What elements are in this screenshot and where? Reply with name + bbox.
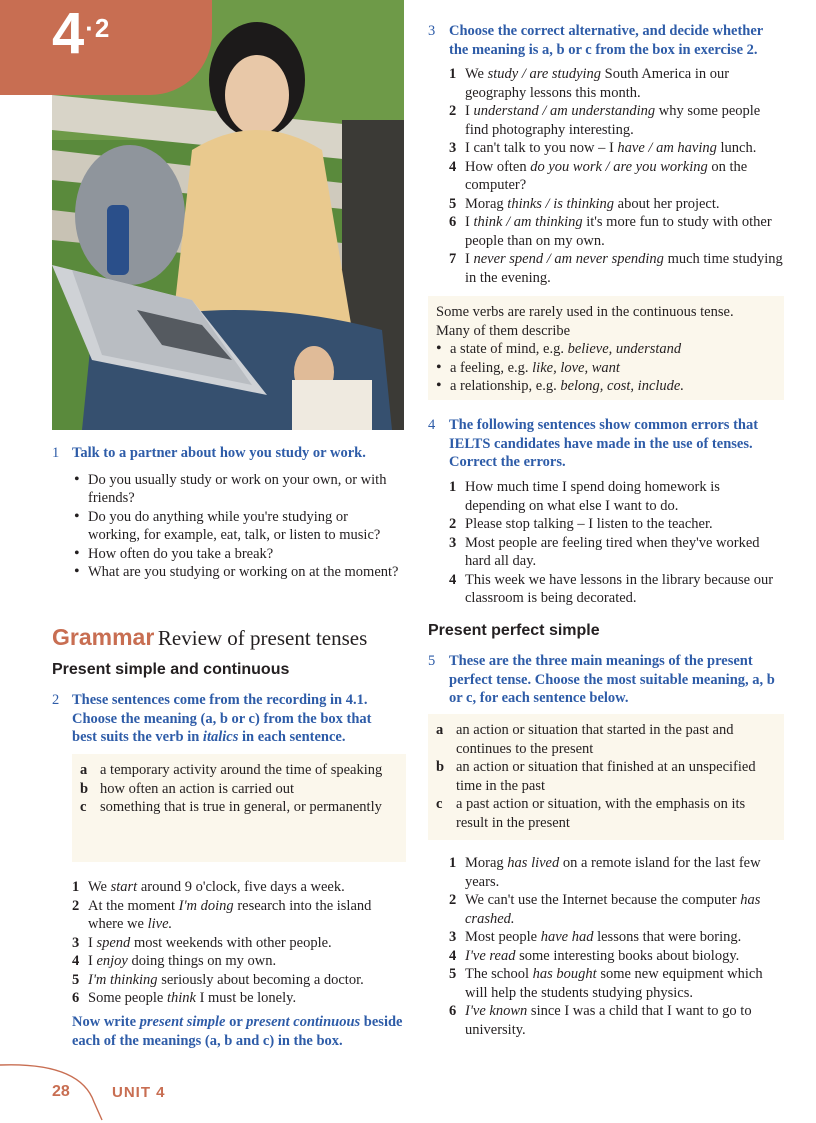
- unit-number: $4^{\cdot 2}$: [52, 1, 111, 66]
- meaning-box: [72, 754, 406, 862]
- list-item: 4 I've read some interesting books about biology.: [449, 947, 740, 964]
- list-item: 1 How much time I spend doing homework is depending on what else I want to do.: [449, 479, 720, 514]
- meaning-option-c: c something that is true in general, or permanently: [80, 799, 382, 815]
- meaning-option-a: a a temporary activity around the time of speaking: [80, 762, 383, 778]
- list-item: 4 How often do you work / are you working on the computer?: [449, 158, 748, 193]
- list-item: 2 At the moment I'm doing research into the island where we live.: [72, 897, 372, 932]
- list-item: 6 I think / am thinking it's more fun to study with other people than on my own.: [449, 214, 772, 249]
- meaning-option-b: b how often an action is carried out: [80, 780, 295, 797]
- list-item: • Do you usually study or work on your own, or with friends?: [72, 471, 402, 508]
- pp-option-b: b an action or situation that finished at an unspecified time in the past: [436, 759, 756, 794]
- ex2-sentences: [72, 878, 407, 1008]
- page-number: 28: [52, 1083, 70, 1100]
- list-item: 6 Some people think I must be lonely.: [72, 990, 297, 1006]
- note-box: [428, 296, 784, 400]
- list-item: 2 We can't use the Internet because the computer has crashed.: [449, 892, 761, 927]
- note-line-2: Many of them describe: [436, 322, 571, 339]
- footer-unit-label: UNIT 4: [112, 1084, 166, 1101]
- list-item: 1 We start around 9 o'clock, five days a week.: [72, 879, 345, 895]
- exercise-3-instruction: 3 Choose the correct alternative, and decide whether the meaning is a, b or c from the box in exercise 2.: [428, 23, 763, 58]
- list-item: • What are you studying or working on at the moment?: [72, 563, 402, 582]
- list-item: • a feeling, e.g. like, love, want: [434, 359, 776, 378]
- exercise-4-instruction: 4 The following sentences show common errors that IELTS candidates have made in the use of tenses. Correct the errors.: [428, 417, 759, 470]
- present-perfect-meaning-box: [428, 714, 784, 840]
- list-item: • a state of mind, e.g. believe, understand: [434, 340, 776, 359]
- ex4-sentences: [449, 478, 783, 608]
- list-item: 3 Most people are feeling tired when they've worked hard all day.: [449, 534, 760, 569]
- ex1-questions: [72, 471, 402, 582]
- ex3-sentences: [449, 65, 783, 287]
- list-item: 3 I spend most weekends with other people.: [72, 934, 332, 951]
- exercise-2-instruction: 2 These sentences come from the recording in 4.1. Choose the meaning (a, b or c) from the box that best suits the verb in italics in each sentence.: [52, 692, 372, 745]
- unit-section: ·2: [85, 13, 111, 43]
- list-item: 2 Please stop talking – I listen to the teacher.: [449, 516, 713, 532]
- list-item: • How often do you take a break?: [72, 545, 402, 564]
- exercise-5-instruction: 5 These are the three main meanings of the present perfect tense. Choose the most suitable meaning, a, b or c, for each sentence below.: [428, 653, 775, 706]
- list-item: 5 The school has bought some new equipment which will help the students studying physics.: [449, 966, 763, 1001]
- ex1-instruction: 1 Talk to a partner about how you study or work.: [52, 445, 366, 461]
- list-item: 4 This week we have lessons in the library because our classroom is being decorated.: [449, 571, 774, 606]
- list-item: 3 Most people have had lessons that were boring.: [449, 929, 742, 945]
- ex5-sentences: [449, 854, 783, 1039]
- grammar-subheading: Present simple and continuous: [52, 661, 290, 678]
- pp-option-a: a an action or situation that started in the past and continues to the present: [436, 722, 734, 757]
- list-item: 7 I never spend / am never spending much time studying in the evening.: [449, 251, 783, 286]
- exercise-1: [52, 444, 402, 582]
- pp-option-c: c a past action or situation, with the emphasis on its result in the present: [436, 796, 746, 831]
- list-item: • Do you do anything while you're studying or working, for example, eat, talk, or listen to music?: [72, 508, 402, 545]
- list-item: 4 I enjoy doing things on my own.: [72, 953, 277, 969]
- list-item: 5 Morag thinks / is thinking about her project.: [449, 195, 720, 212]
- ex2-follow-up: Now write present simple or present continuous beside each of the meanings (a, b and c) in the box.: [72, 1014, 403, 1049]
- note-line-1: Some verbs are rarely used in the continuous tense.: [436, 304, 734, 320]
- list-item: 6 I've known since I was a child that I want to go to university.: [449, 1003, 752, 1038]
- list-item: 1 Morag has lived on a remote island for the last few years.: [449, 855, 761, 890]
- list-item: 5 I'm thinking seriously about becoming a doctor.: [72, 971, 364, 988]
- present-perfect-heading: Present perfect simple: [428, 622, 600, 639]
- list-item: 3 I can't talk to you now – I have / am having lunch.: [449, 140, 757, 156]
- grammar-heading: Grammar Review of present tenses: [52, 624, 368, 650]
- list-item: 1 We study / are studying South America in our geography lessons this month.: [449, 66, 730, 101]
- list-item: • a relationship, e.g. belong, cost, include.: [434, 377, 776, 396]
- list-item: 2 I understand / am understanding why some people find photography interesting.: [449, 103, 761, 138]
